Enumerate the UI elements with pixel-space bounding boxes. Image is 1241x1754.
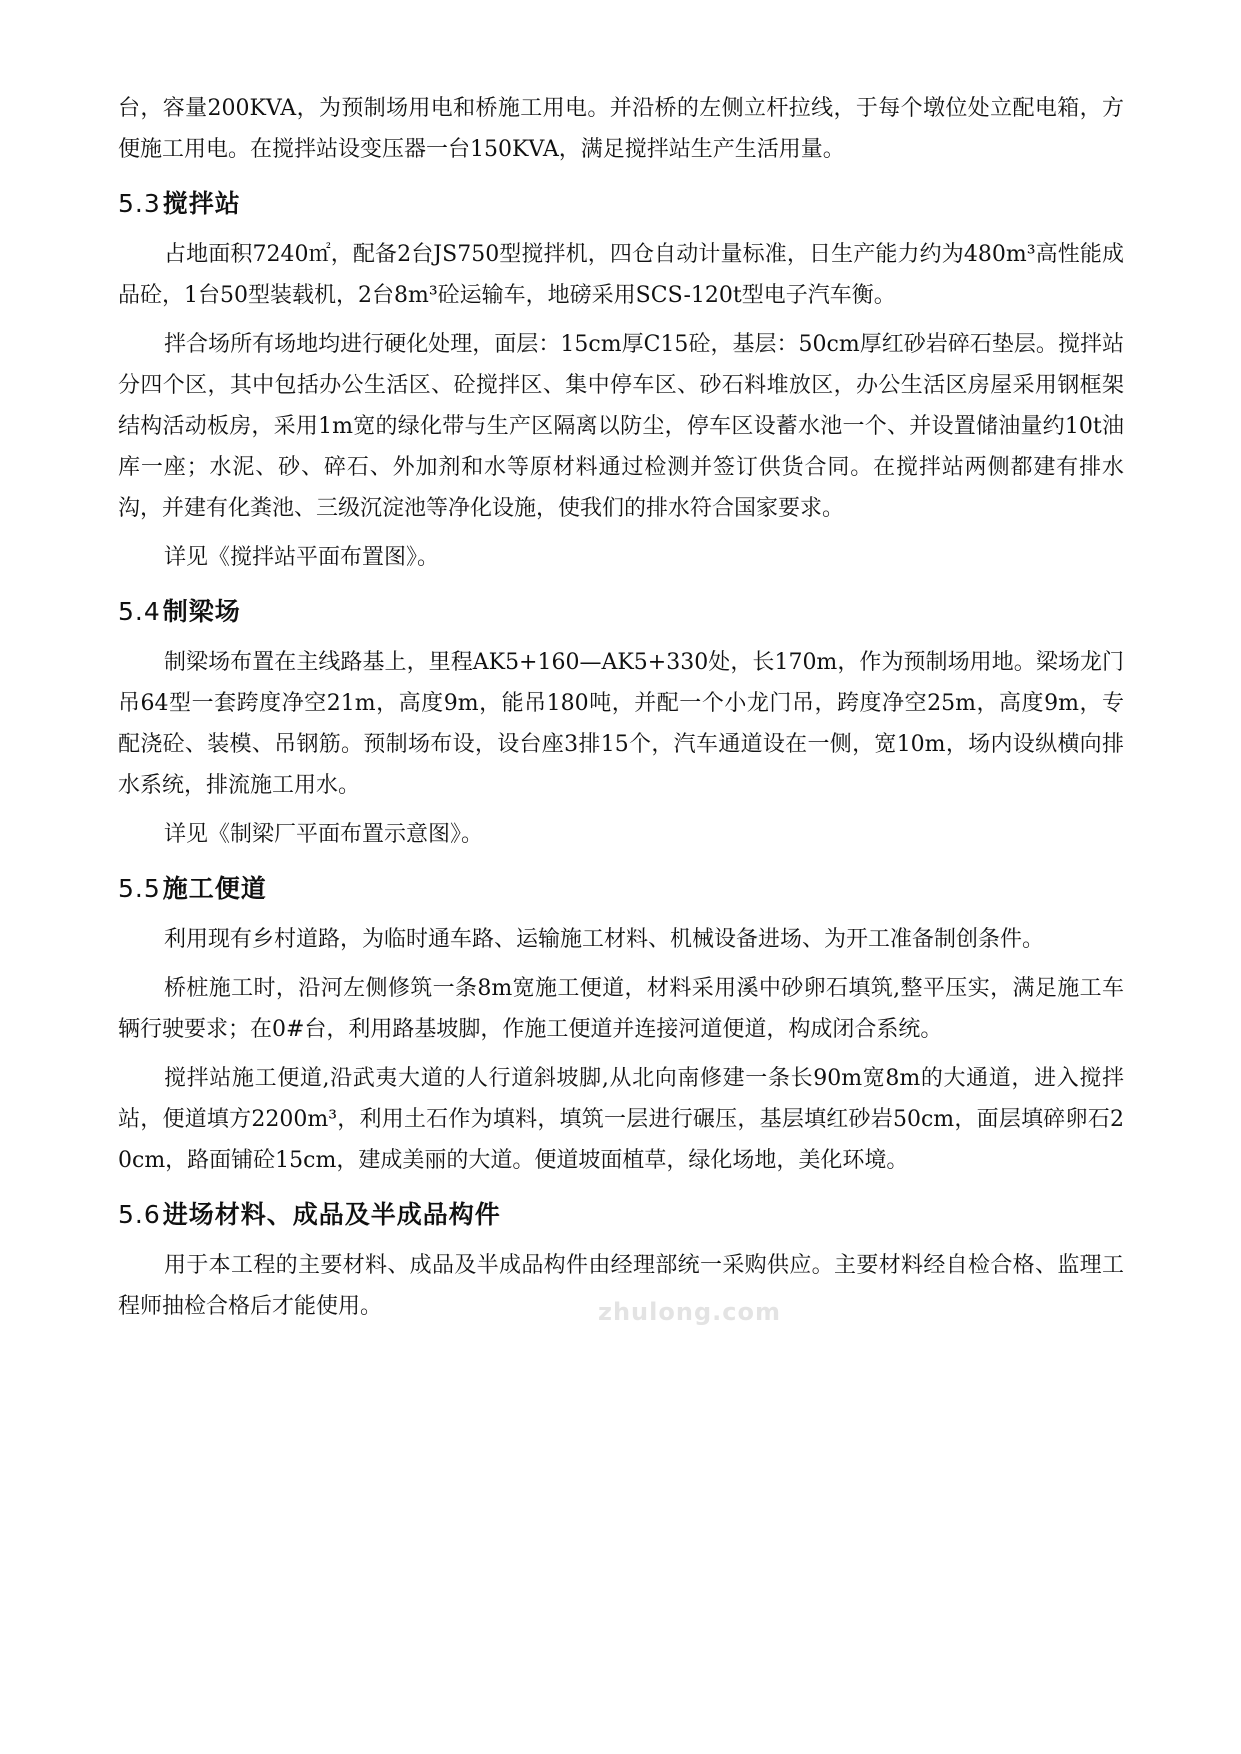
paragraph-access-road-mixing: 搅拌站施工便道,沿武夷大道的人行道斜坡脚,从北向南修建一条长90m宽8m的大通道，进入搅拌站，便道填方2200m³，利用土石作为填料，填筑一层进行碾压，基层填红砂岩50cm，面层填碎卵石20cm，路面铺砼15cm，建成美丽的大道。便道坡面植草，绿化场地，美化环境。: [118, 1066, 1124, 1173]
paragraph-beam-yard-reference: 详见《制梁厂平面布置示意图》。: [164, 822, 484, 847]
section-title: 进场材料、成品及半成品构件: [162, 1200, 501, 1229]
section-number: 5.4: [118, 597, 161, 626]
paragraph-access-road-pile: 桥桩施工时，沿河左侧修筑一条8m宽施工便道，材料采用溪中砂卵石填筑,整平压实，满足施工车辆行驶要求；在0#台，利用路基坡脚，作施工便道并连接河道便道，构成闭合系统。: [118, 976, 1124, 1042]
paragraph-mixing-station-capacity: 占地面积7240㎡，配备2台JS750型搅拌机，四仓自动计量标准，日生产能力约为480m³高性能成品砼，1台50型装载机，2台8m³砼运输车，地磅采用SCS-120t型电子汽车衡。: [118, 242, 1124, 308]
paragraph-mixing-station-reference: 详见《搅拌站平面布置图》。: [164, 545, 440, 570]
section-title: 制梁场: [162, 597, 241, 626]
section-number: 5.3: [118, 189, 161, 218]
paragraph-beam-yard: 制梁场布置在主线路基上，里程AK5+160—AK5+330处，长170m，作为预制场用地。梁场龙门吊64型一套跨度净空21m，高度9m，能吊180吨，并配一个小龙门吊，跨度净空25m，高度9m，专配浇砼、装模、吊钢筋。预制场布设，设台座3排15个，汽车通道设在一侧，宽10m，场内设纵横向排水系统，排流施工用水。: [118, 650, 1124, 798]
document-body: [118, 88, 1124, 1327]
section-title: 施工便道: [162, 874, 267, 903]
paragraph-power-supply: 台，容量200KVA，为预制场用电和桥施工用电。并沿桥的左侧立杆拉线，于每个墩位处立配电箱，方便施工用电。在搅拌站设变压器一台150KVA，满足搅拌站生产生活用量。: [118, 96, 1124, 162]
paragraph-access-road-intro: 利用现有乡村道路，为临时通车路、运输施工材料、机械设备进场、为开工准备制创条件。: [164, 927, 1045, 952]
section-heading-5-4: [118, 592, 1124, 632]
section-number: 5.5: [118, 874, 161, 903]
section-number: 5.6: [118, 1200, 161, 1229]
section-heading-5-3: [118, 184, 1124, 224]
section-heading-5-5: [118, 869, 1124, 909]
section-title: 搅拌站: [162, 189, 241, 218]
paragraph-materials: 用于本工程的主要材料、成品及半成品构件由经理部统一采购供应。主要材料经自检合格、监理工程师抽检合格后才能使用。: [118, 1253, 1124, 1319]
paragraph-mixing-station-layout: 拌合场所有场地均进行硬化处理，面层：15cm厚C15砼，基层：50cm厚红砂岩碎石垫层。搅拌站分四个区，其中包括办公生活区、砼搅拌区、集中停车区、砂石料堆放区，办公生活区房屋采用钢框架结构活动板房，采用1m宽的绿化带与生产区隔离以防尘，停车区设蓄水池一个、并设置储油量约10t油库一座；水泥、砂、碎石、外加剂和水等原材料通过检测并签订供货合同。在搅拌站两侧都建有排水沟，并建有化粪池、三级沉淀池等净化设施，使我们的排水符合国家要求。: [118, 332, 1124, 521]
watermark: zhulong.com: [598, 1298, 781, 1326]
section-heading-5-6: [118, 1195, 1124, 1235]
